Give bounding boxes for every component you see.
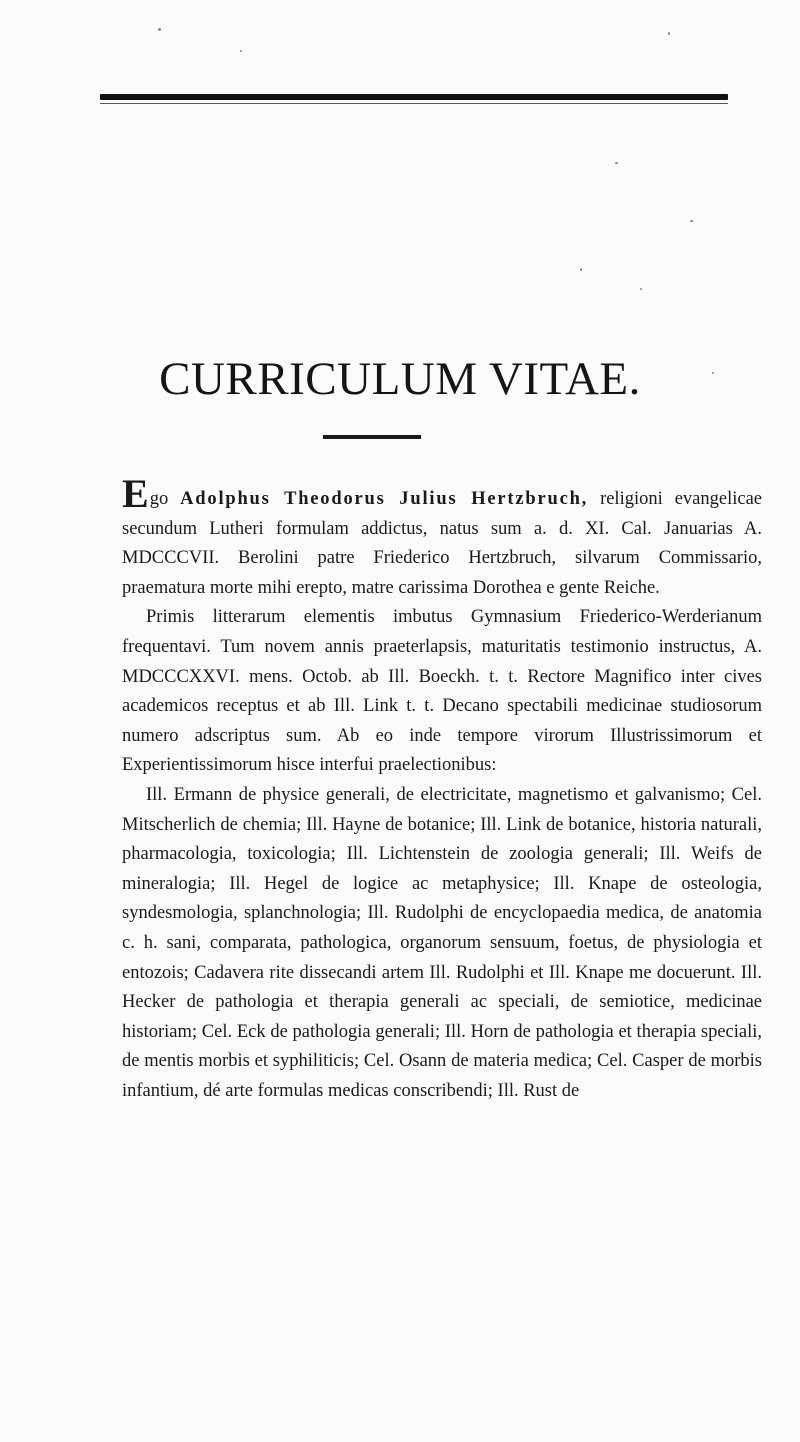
print-speck (640, 288, 642, 290)
author-name: Adolphus Theodorus Julius Hertzbruch, (180, 489, 589, 509)
print-speck (615, 162, 618, 164)
title-underline-rule (323, 435, 421, 439)
print-speck (158, 28, 161, 31)
top-thin-rule (100, 103, 728, 104)
first-word-rest: go (149, 489, 169, 509)
opening-text: religioni evangelicae secundum Lutheri formulam addictus, natus sum a. d. XI. Cal. Januarias A. MDCCCVII. Berolini patre Friederico Hertzbruch, silvarum Commissario, praematura morte mihi erepto, matre carissima Dorothea e gente Reiche. (122, 489, 762, 598)
print-speck (580, 268, 582, 271)
dropcap-letter: E (122, 471, 149, 516)
paragraph-studies: Primis litterarum elementis imbutus Gymnasium Friederico-Werderianum frequentavi. Tum novem annis praeterlapsis, maturitatis testimonio instructus, A. MDCCCXXVI. mens. Octob. ab Ill. Boeckh. t. t. Rectore Magnifico inter cives academicos receptus et ab Ill. Link t. t. Decano spectabili medicinae studiosorum numero adscriptus sum. Ab eo inde tempore virorum Illustrissimorum et Experientissimorum hisce interfui praelectionibus: (122, 607, 762, 776)
print-speck (690, 220, 693, 222)
opening-paragraph (122, 471, 762, 603)
print-speck (240, 50, 242, 52)
page-title: CURRICULUM VITAE. (159, 353, 641, 405)
print-speck (668, 32, 670, 35)
top-decorative-rule (100, 94, 728, 100)
paragraph-lectures: Ill. Ermann de physice generali, de electricitate, magnetismo et galvanismo; Cel. Mitscherlich de chemia; Ill. Hayne de botanice; Ill. Link de botanice, historia naturali, pharmacologia, toxicologia; Ill. Lichtenstein de zoologia generali; Ill. Weifs de mineralogia; Ill. Hegel de logice ac metaphysice; Ill. Knape de osteologia, syndesmologia, splanchnologia; Ill. Rudolphi de encyclopaedia medica, de anatomia c. h. sani, comparata, pathologica, organorum sensuum, foetus, de physiologia et entozois; Cadavera rite dissecandi artem Ill. Rudolphi et Ill. Knape me docuerunt. Ill. Hecker de pathologia et therapia generali ac speciali, de semiotice, medicinae historiam; Cel. Eck de pathologia generali; Ill. Horn de pathologia et therapia speciali, de mentis morbis et syphiliticis; Cel. Osann de materia medica; Cel. Casper de morbis infantium, dé arte formulas medicas conscribendi; Ill. Rust de (122, 784, 762, 1101)
curriculum-text (122, 471, 762, 1106)
